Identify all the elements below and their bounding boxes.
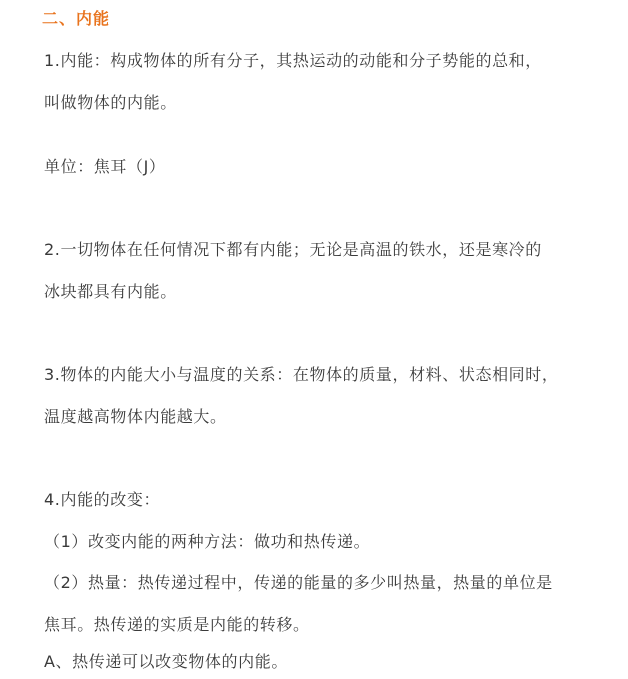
unit-line: 单位：焦耳（J） bbox=[44, 157, 166, 176]
paragraph-4-item-3: A、热传递可以改变物体的内能。 bbox=[44, 652, 288, 671]
paragraph-4-item-1: （1）改变内能的两种方法：做功和热传递。 bbox=[44, 532, 371, 551]
section-title: 二、内能 bbox=[42, 9, 111, 28]
paragraph-2-line-1: 2.一切物体在任何情况下都有内能；无论是高温的铁水，还是寒冷的 bbox=[44, 240, 542, 259]
paragraph-4-item-2-line-1: （2）热量：热传递过程中，传递的能量的多少叫热量，热量的单位是 bbox=[44, 573, 553, 592]
paragraph-2-line-2: 冰块都具有内能。 bbox=[44, 282, 177, 301]
paragraph-4-item-2-line-2: 焦耳。热传递的实质是内能的转移。 bbox=[44, 615, 310, 634]
paragraph-3-line-2: 温度越高物体内能越大。 bbox=[44, 407, 227, 426]
paragraph-1-line-1: 1.内能：构成物体的所有分子，其热运动的动能和分子势能的总和， bbox=[44, 51, 542, 70]
paragraph-1-line-2: 叫做物体的内能。 bbox=[44, 93, 177, 112]
paragraph-4-title: 4.内能的改变： bbox=[44, 490, 161, 509]
paragraph-3-line-1: 3.物体的内能大小与温度的关系：在物体的质量，材料、状态相同时， bbox=[44, 365, 559, 384]
